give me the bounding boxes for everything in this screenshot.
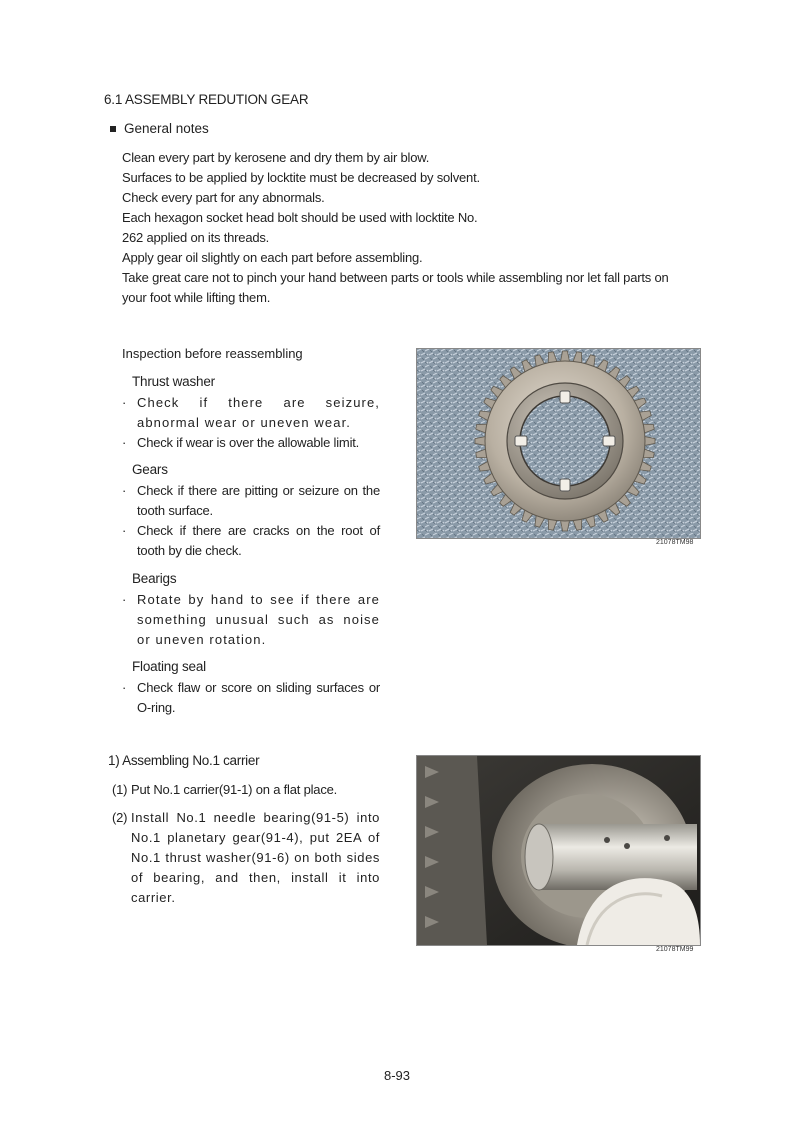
- inspection-item-text: Check if there are seizure, abnormal wear or uneven wear.: [137, 395, 380, 430]
- inspection-item: [122, 678, 380, 718]
- step-text: Put No.1 carrier(91-1) on a flat place.: [131, 782, 338, 797]
- inspection-item: [122, 433, 380, 453]
- bullet-dot: ·: [122, 592, 127, 607]
- photo-caption: 21078TM99: [656, 946, 694, 953]
- inspection-item-text: Check if there are cracks on the root of tooth by die check.: [137, 523, 380, 558]
- inspection-item: [122, 521, 380, 561]
- step-number: (2): [112, 810, 128, 825]
- carrier-illustration: [417, 756, 700, 945]
- carrier-photo: [416, 755, 701, 946]
- step-text: Install No.1 needle bearing(91-5) into No.1 planetary gear(91-4), put 2EA of No.1 thrust washer(91-6) on both sides of bearing, and then, install it into carrier.: [131, 810, 380, 905]
- gear-illustration: [417, 349, 700, 538]
- inspection-title: Inspection before reassembling: [122, 346, 303, 361]
- note-line: 262 applied on its threads.: [122, 230, 270, 245]
- note-line: Clean every part by kerosene and dry them by air blow.: [122, 150, 430, 165]
- note-line: Each hexagon socket head bolt should be used with locktite No.: [122, 210, 478, 225]
- bullet-dot: ·: [122, 483, 127, 498]
- bearings-heading: Bearigs: [132, 571, 177, 586]
- general-notes-list: [122, 148, 722, 308]
- gear-photo: [416, 348, 701, 539]
- square-bullet-icon: [110, 126, 116, 132]
- photo-caption: 21078TM98: [656, 539, 694, 546]
- note-line: your foot while lifting them.: [122, 290, 271, 305]
- gears-heading: Gears: [132, 462, 168, 477]
- thrust-washer-heading: Thrust washer: [132, 374, 215, 389]
- bullet-dot: ·: [122, 680, 127, 695]
- bullet-dot: ·: [122, 395, 127, 410]
- note-line: Take great care not to pinch your hand between parts or tools while assembling nor let fall parts on: [122, 270, 669, 285]
- bullet-dot: ·: [122, 523, 127, 538]
- general-notes-label: General notes: [124, 121, 209, 136]
- note-line: Surfaces to be applied by locktite must be decreased by solvent.: [122, 170, 480, 185]
- inspection-item-text: Rotate by hand to see if there are something unusual such as noise or uneven rotation.: [137, 592, 380, 647]
- inspection-item: [122, 590, 380, 650]
- inspection-item-text: Check if wear is over the allowable limit.: [137, 435, 360, 450]
- step-item: [112, 780, 380, 800]
- floating-seal-heading: Floating seal: [132, 659, 206, 674]
- step1-heading: 1) Assembling No.1 carrier: [108, 753, 260, 768]
- note-line: Apply gear oil slightly on each part before assembling.: [122, 250, 423, 265]
- inspection-item: [122, 393, 380, 433]
- inspection-item-text: Check flaw or score on sliding surfaces or O-ring.: [137, 680, 380, 715]
- note-line: Check every part for any abnormals.: [122, 190, 325, 205]
- step-number: (1): [112, 782, 128, 797]
- bullet-dot: ·: [122, 435, 127, 450]
- general-notes-heading: [110, 121, 209, 136]
- section-title: 6.1 ASSEMBLY REDUTION GEAR: [104, 92, 309, 107]
- step-item: [112, 808, 380, 908]
- inspection-item: [122, 481, 380, 521]
- inspection-item-text: Check if there are pitting or seizure on the tooth surface.: [137, 483, 380, 518]
- page-number: 8-93: [383, 1068, 411, 1083]
